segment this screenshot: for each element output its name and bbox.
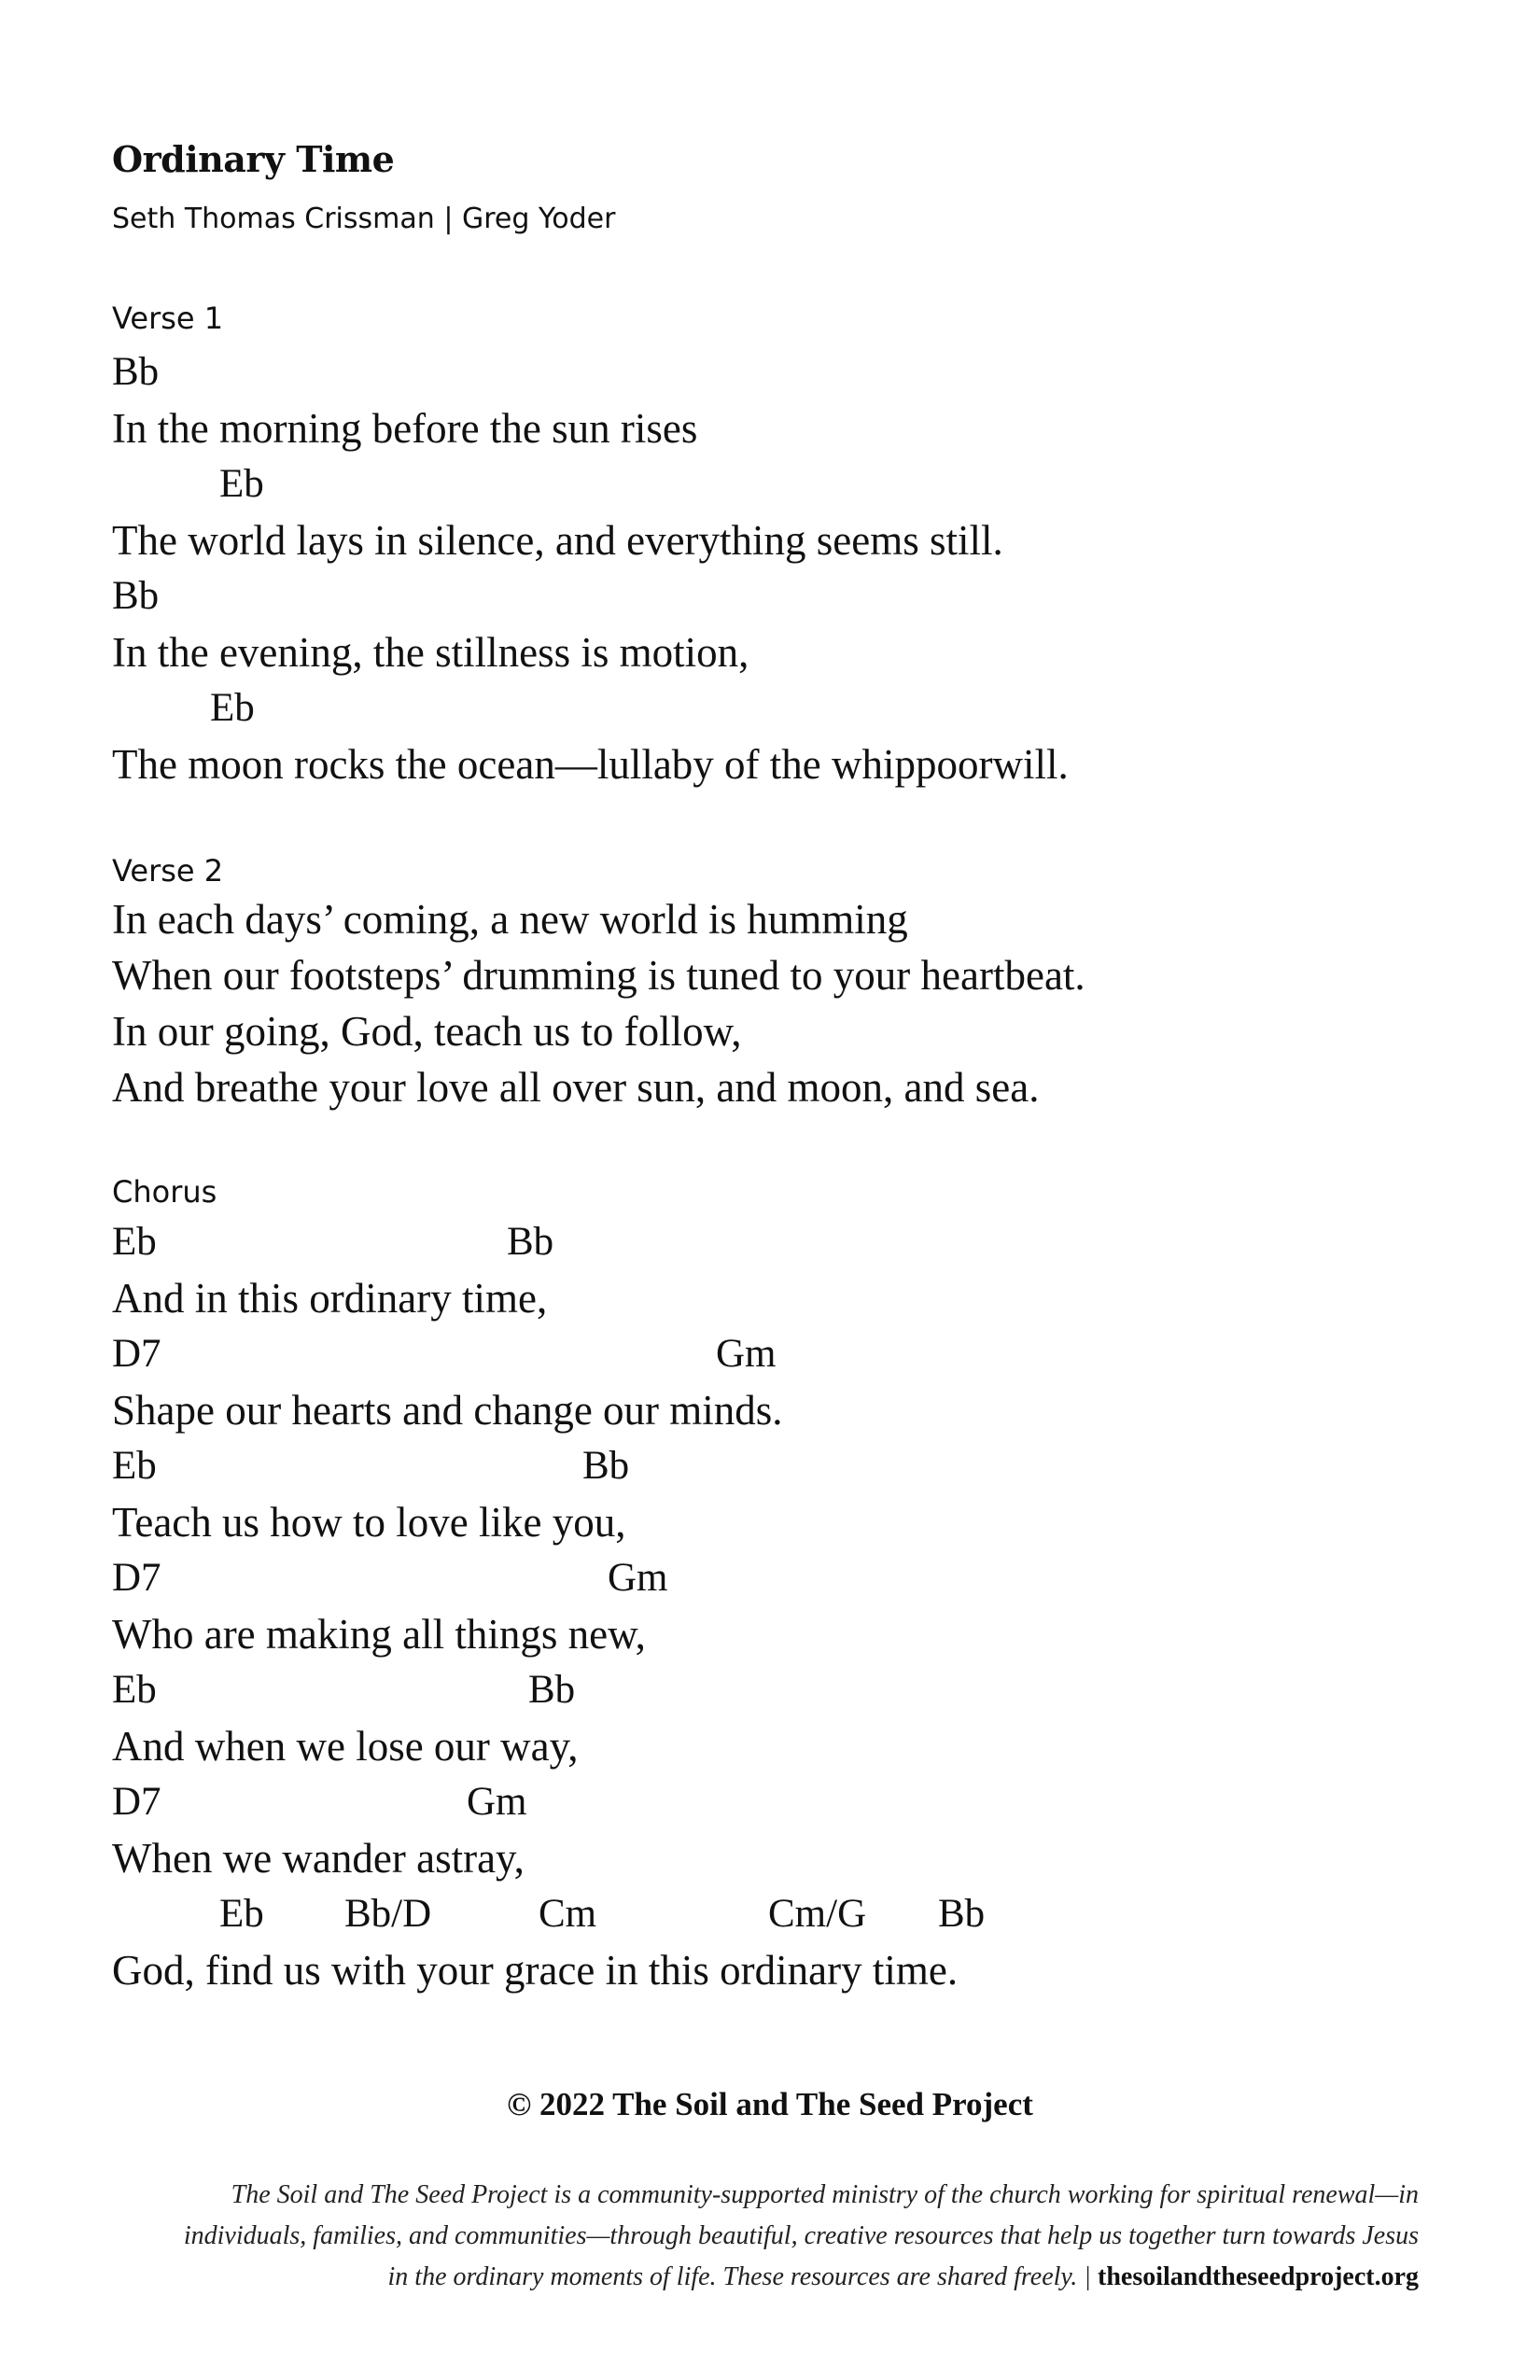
lyric-line: In the morning before the sun rises xyxy=(112,405,698,452)
website-link[interactable]: thesoilandtheseedproject.org xyxy=(1098,2262,1419,2291)
chord: Bb/D xyxy=(344,1892,432,1936)
lyric-line: When our footsteps’ drumming is tuned to your heartbeat. xyxy=(112,952,1085,999)
chord: Cm/G xyxy=(768,1892,867,1936)
about-line: The Soil and The Seed Project is a community-supported ministry of the church working for spiritual renewal—in xyxy=(231,2180,1419,2209)
chord: Eb xyxy=(112,1668,157,1712)
chord: Bb xyxy=(938,1892,986,1936)
chord: Eb xyxy=(210,686,255,730)
song-title: Ordinary Time xyxy=(112,138,395,180)
verse-2-label: Verse 2 xyxy=(112,853,224,889)
about-statement xyxy=(121,2175,1419,2298)
about-line xyxy=(121,2257,1419,2298)
chord: Cm xyxy=(539,1892,597,1936)
lyric-line: Who are making all things new, xyxy=(112,1611,646,1658)
chord: Eb xyxy=(219,1892,264,1936)
chord: Gm xyxy=(608,1556,668,1600)
lyric-line: And breathe your love all over sun, and moon, and sea. xyxy=(112,1064,1040,1111)
lyric-line: The world lays in silence, and everything seems still. xyxy=(112,517,1003,564)
chord: Bb xyxy=(507,1220,554,1264)
lyric-line: When we wander astray, xyxy=(112,1835,525,1882)
lyric-line: God, find us with your grace in this ordinary time. xyxy=(112,1947,959,1994)
chord: D7 xyxy=(112,1332,161,1376)
about-line-text: in the ordinary moments of life. These resources are shared freely. | xyxy=(387,2262,1091,2291)
song-authors: Seth Thomas Crissman | Greg Yoder xyxy=(112,203,616,235)
chord: Bb xyxy=(112,574,160,618)
lyric-line: In our going, God, teach us to follow, xyxy=(112,1008,742,1055)
chord: Bb xyxy=(582,1444,630,1488)
chord: Gm xyxy=(716,1332,777,1376)
chord: Eb xyxy=(112,1444,157,1488)
chord: Bb xyxy=(528,1668,576,1712)
chord: Bb xyxy=(112,350,160,394)
chord: Gm xyxy=(467,1780,527,1824)
lyric-line: In each days’ coming, a new world is humming xyxy=(112,896,908,943)
chorus-label: Chorus xyxy=(112,1174,217,1210)
verse-1-label: Verse 1 xyxy=(112,301,224,336)
lyric-line: In the evening, the stillness is motion, xyxy=(112,629,749,676)
lyric-line: Teach us how to love like you, xyxy=(112,1499,626,1546)
lyric-line: And in this ordinary time, xyxy=(112,1275,548,1322)
chord: D7 xyxy=(112,1556,161,1600)
copyright-notice: © 2022 The Soil and The Seed Project xyxy=(507,2086,1033,2122)
lyric-line: Shape our hearts and change our minds. xyxy=(112,1387,783,1434)
lyric-line: And when we lose our way, xyxy=(112,1723,579,1770)
about-line: individuals, families, and communities—through beautiful, creative resources that help us together turn towards Jesus xyxy=(183,2221,1419,2250)
chord: Eb xyxy=(219,462,264,506)
chord: Eb xyxy=(112,1220,157,1264)
lyric-line: The moon rocks the ocean—lullaby of the whippoorwill. xyxy=(112,741,1069,788)
chord: D7 xyxy=(112,1780,161,1824)
